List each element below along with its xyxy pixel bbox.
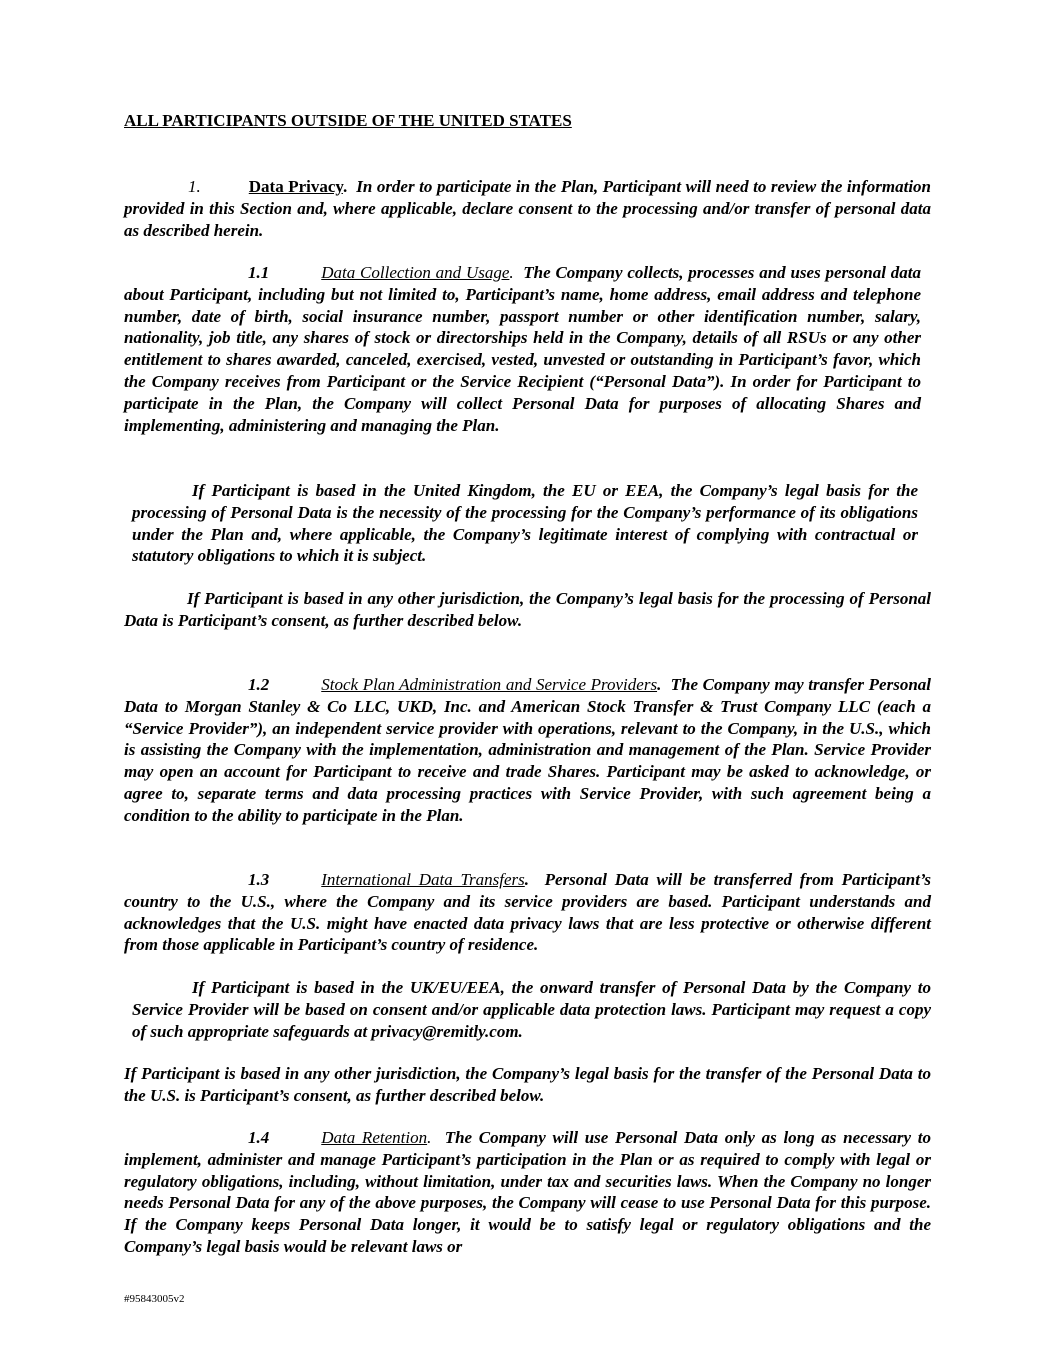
section-1-3-title-punct: . — [524, 870, 530, 889]
page-heading: ALL PARTICIPANTS OUTSIDE OF THE UNITED STATES — [124, 111, 572, 130]
section-1-3-title: International Data Transfers — [321, 870, 525, 889]
section-1-1-other-paragraph: If Participant is based in any other jurisdiction, the Company’s legal basis for the processing of Personal Data is Participant’s consent, as further described below. — [124, 589, 931, 630]
section-1-1-paragraph — [124, 262, 921, 436]
section-1-3-uk-eu-paragraph: If Participant is based in the UK/EU/EEA, the onward transfer of Personal Data by the Company to Service Provider will be based on consent and/or applicable data protection laws. Participant may request a copy of such appropriate safeguards at privacy@remitly.com. — [132, 978, 931, 1041]
section-1-4-title: Data Retention — [321, 1128, 428, 1147]
section-1-3-text: Personal Data will be transferred from Participant’s country to the U.S., where the Company and its service providers are based. Participant understands and acknowledges that the U.S. might have enacted data privacy laws that are less protective or otherwise different from those applicable in Participant’s country of residence. — [124, 870, 931, 955]
section-1-title: Data Privacy — [248, 177, 343, 196]
section-1-1-title-punct: . — [509, 263, 514, 282]
section-1-2-title: Stock Plan Administration and Service Providers — [321, 675, 658, 694]
section-1-1-number: 1.1 — [248, 263, 270, 282]
section-1-title-punct: . — [342, 177, 348, 196]
section-1-text: In order to participate in the Plan, Participant will need to review the information provided in this Section and, where applicable, declare consent to the processing and/or transfer of personal data as described herein. — [124, 177, 932, 240]
section-1-1-uk-eu-paragraph: If Participant is based in the United Kingdom, the EU or EEA, the Company’s legal basis for the processing of Personal Data is the necessity of the processing for the Company’s performance of its obligations under the Plan and, where applicable, the Company’s legitimate interest of complying with contractual or statutory obligations to which it is subject. — [132, 481, 918, 566]
section-1-2-paragraph — [124, 674, 931, 827]
section-1-4-title-punct: . — [427, 1128, 432, 1147]
document-footer-id: #95843005v2 — [124, 1293, 185, 1305]
section-1-2-number: 1.2 — [248, 675, 270, 694]
section-1-3-paragraph — [124, 869, 931, 956]
section-1-4-text: The Company will use Personal Data only as long as necessary to implement, administer and manage Participant’s participation in the Plan or as required to comply with legal or regulatory obligations, including, without limitation, under tax and securities laws. When the Company no longer needs Personal Data for any of the above purposes, the Company will cease to use Personal Data for this purpose. If the Company keeps Personal Data longer, it would be to satisfy legal or regulatory obligations and the Company’s legal basis would be relevant laws or — [124, 1128, 932, 1256]
section-1-2-text: The Company may transfer Personal Data to Morgan Stanley & Co LLC, UKD, Inc. and American Stock Transfer & Trust Company LLC (each a “Service Provider”), an independent service provider with operations, relevant to the Company, in the U.S., which is assisting the Company with the implementation, administration and management of the Plan. Service Provider may open an account for Participant to receive and trade Shares. Participant may be asked to acknowledge, or agree to, separate terms and data processing practices with Service Provider, with such agreement being a condition to the ability to participate in the Plan. — [124, 675, 932, 825]
section-1-1-title: Data Collection and Usage — [321, 263, 510, 282]
section-1-1-text: The Company collects, processes and uses personal data about Participant, including but not limited to, Participant’s name, home address, email address and telephone number, date of birth, social insurance number, passport number or other identification number, salary, nationality, job title, any shares of stock or directorships held in the Company, details of all RSUs or any other entitlement to shares awarded, canceled, exercised, vested, unvested or outstanding in Participant’s favor, which the Company receives from Participant or the Service Recipient (“Personal Data”). In order for Participant to participate in the Plan, the Company will collect Personal Data for purposes of allocating Shares and implementing, administering and managing the Plan. — [124, 263, 921, 435]
section-1-4-number: 1.4 — [248, 1128, 270, 1147]
section-1-number: 1. — [188, 177, 201, 196]
section-1-2-title-punct: . — [657, 675, 662, 694]
section-1-4-paragraph — [124, 1127, 931, 1258]
section-1-3-other-paragraph: If Participant is based in any other jurisdiction, the Company’s legal basis for the transfer of the Personal Data to the U.S. is Participant’s consent, as further described below. — [124, 1064, 931, 1105]
section-1-3-number: 1.3 — [248, 870, 270, 889]
section-1-paragraph — [124, 176, 931, 241]
